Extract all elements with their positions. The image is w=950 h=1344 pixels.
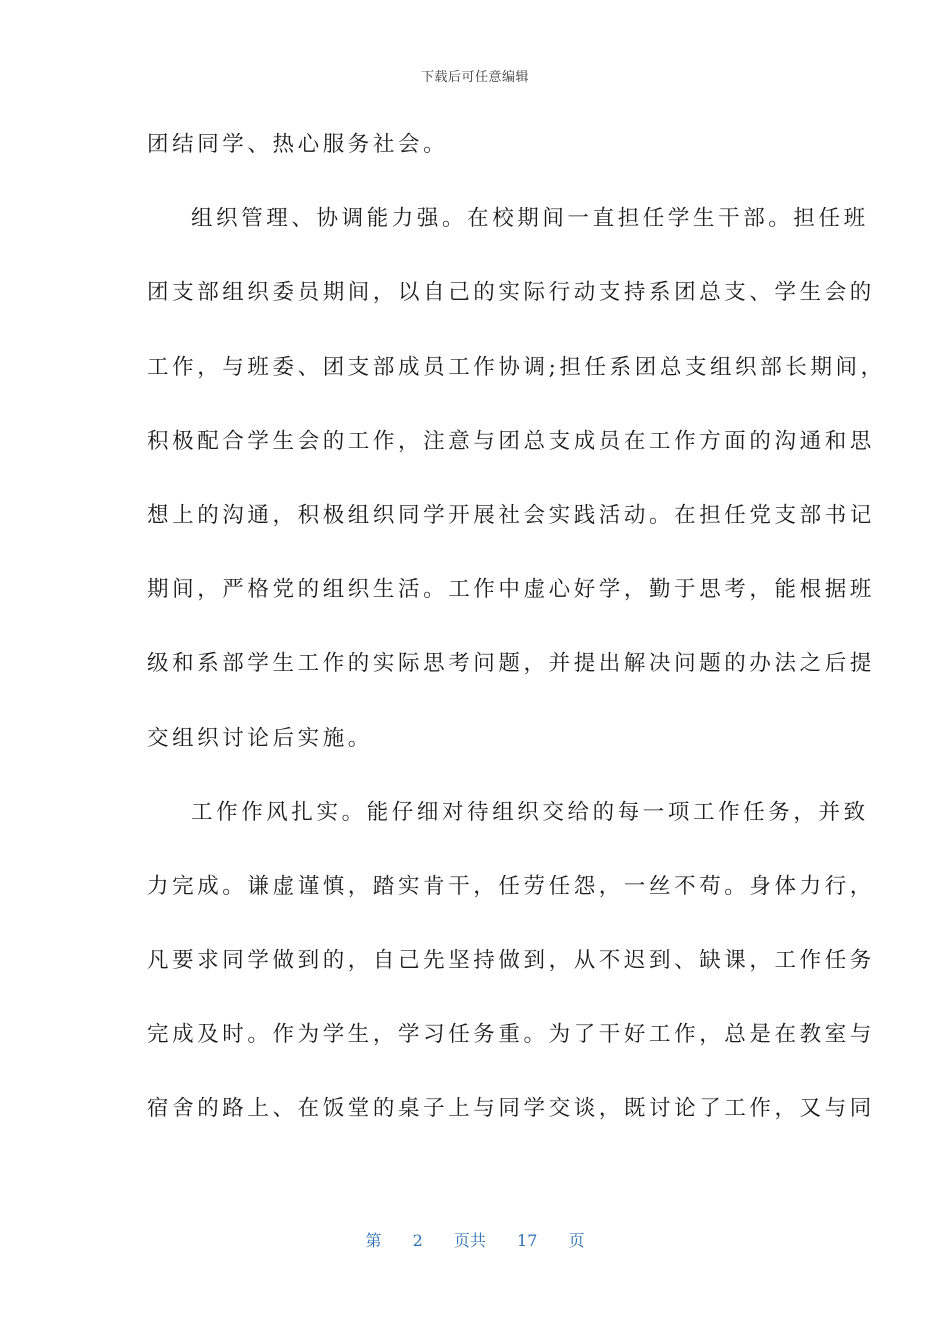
page-footer (0, 1228, 950, 1251)
body-text (147, 122, 886, 1161)
paragraph-line: 交组织讨论后实施。 (147, 725, 373, 751)
paragraph-line: 组织管理、协调能力强。在校期间一直担任学生干部。担任班 (191, 206, 869, 232)
footer-page-number: 2 (412, 1231, 423, 1250)
footer-prefix: 第 (365, 1231, 382, 1250)
page-header: 下载后可任意编辑 (420, 70, 529, 85)
footer-suffix: 页 (568, 1231, 585, 1250)
paragraph-line: 期间，严格党的组织生活。工作中虚心好学，勤于思考，能根据班 (147, 577, 875, 603)
paragraph-line: 凡要求同学做到的，自己先坚持做到，从不迟到、缺课，工作任务 (147, 948, 875, 974)
paragraph-line: 团支部组织委员期间，以自己的实际行动支持系团总支、学生会的 (147, 280, 875, 306)
paragraph-line: 力完成。谦虚谨慎，踏实肯干，任劳任怨，一丝不苟。身体力行， (147, 873, 875, 899)
paragraph-line: 工作，与班委、团支部成员工作协调;担任系团总支组织部长期间， (147, 354, 886, 380)
paragraph-line: 团结同学、热心服务社会。 (147, 132, 449, 157)
paragraph-line: 想上的沟通，积极组织同学开展社会实践活动。在担任党支部书记 (147, 502, 875, 528)
paragraph-line: 完成及时。作为学生，学习任务重。为了干好工作，总是在教室与 (147, 1022, 875, 1048)
footer-middle: 页共 (453, 1231, 486, 1250)
footer-total-pages: 17 (517, 1231, 538, 1250)
paragraph-line: 宿舍的路上、在饭堂的桌子上与同学交谈，既讨论了工作，又与同 (147, 1096, 875, 1122)
paragraph-line: 级和系部学生工作的实际思考问题，并提出解决问题的办法之后提 (147, 651, 875, 677)
paragraph-line: 积极配合学生会的工作，注意与团总支成员在工作方面的沟通和思 (147, 428, 875, 454)
paragraph-line: 工作作风扎实。能仔细对待组织交给的每一项工作任务，并致 (191, 799, 869, 825)
